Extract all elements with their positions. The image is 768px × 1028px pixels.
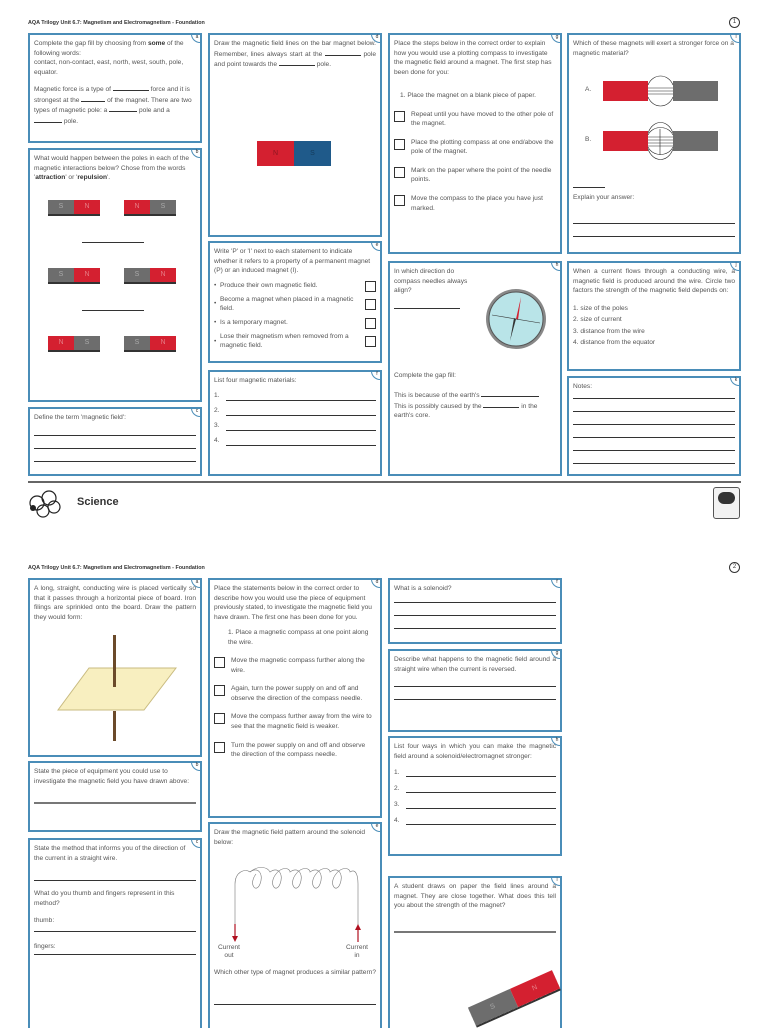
- question-text-2: Which other type of magnet produces a similar pattern?: [214, 969, 376, 976]
- question-a: [28, 578, 202, 757]
- bar-magnet-image: S N: [468, 970, 560, 1026]
- question-c: [28, 838, 202, 1028]
- gap-fill-text: Magnetic force is a type of force and it is strongest at the of the magnet. There are two types of magnetic pole: a pole and a pole.: [34, 86, 192, 125]
- question-text: Which of these magnets will exert a stronger force on a magnetic material?: [573, 40, 734, 57]
- bar-magnet: [48, 268, 100, 282]
- first-step: 1. Place the magnet on a blank piece of paper.: [400, 92, 536, 100]
- magnet-pole: N: [74, 268, 100, 282]
- step-item: [214, 656, 376, 675]
- fingers-answer-line[interactable]: [34, 951, 196, 955]
- answer-checkbox[interactable]: [365, 299, 376, 310]
- question-j: [567, 261, 741, 371]
- page-number: 1: [729, 17, 740, 28]
- magnet-pole: N: [74, 200, 100, 214]
- numbered-answer: [214, 401, 376, 416]
- statement-text: Lose their magnetism when removed from a magnetic field.: [220, 332, 349, 350]
- magnet-pole: S: [124, 268, 150, 282]
- item-number: 1.: [214, 392, 220, 399]
- statement-text: Produce their own magnetic field.: [220, 281, 318, 289]
- question-i: [567, 33, 741, 254]
- wire-board-image: [54, 635, 184, 745]
- numbered-answer: [214, 431, 376, 446]
- answer-line[interactable]: [406, 808, 557, 809]
- notes-line[interactable]: [573, 399, 735, 412]
- answer-line[interactable]: [394, 603, 556, 616]
- option-a-label: A.: [585, 86, 592, 93]
- question-c: [28, 407, 202, 476]
- step-text: Turn the power supply on and off and observe the direction of the compass needle.: [231, 741, 366, 759]
- item-number: 3.: [394, 800, 400, 808]
- answer-line[interactable]: [573, 175, 605, 188]
- question-letter: b: [191, 148, 202, 158]
- step-item: [394, 110, 556, 129]
- question-letter: i: [551, 876, 562, 886]
- question-text: Write 'P' or 'I' next to each statement to indicate whether it refers to a property of a permanent magnet (P) or an induced magnet (I).: [214, 248, 371, 275]
- order-checkbox[interactable]: [394, 167, 405, 178]
- thumb-answer-line[interactable]: [34, 926, 196, 932]
- question-letter: a: [191, 33, 202, 43]
- order-checkbox[interactable]: [394, 139, 405, 150]
- answer-line[interactable]: [406, 792, 557, 793]
- answer-line[interactable]: [82, 242, 144, 243]
- magnet-pole: S: [124, 336, 150, 350]
- factor-option[interactable]: 3. distance from the wire: [573, 327, 645, 335]
- magnet-pole: S: [48, 268, 74, 282]
- numbered-answer: [214, 386, 376, 401]
- numbered-answer: [394, 762, 556, 777]
- question-letter: c: [191, 838, 202, 848]
- blank[interactable]: [109, 105, 137, 112]
- blank[interactable]: [34, 116, 62, 123]
- statement-item: • Produce their own magnetic field.: [214, 280, 376, 292]
- question-text: What would happen between the poles in each of the magnetic interactions below? Chose from the words 'attraction' or 'repulsion'.: [34, 155, 190, 182]
- step-item: [214, 741, 376, 760]
- step-item: [394, 138, 556, 157]
- answer-line[interactable]: [573, 224, 735, 237]
- page-header: AQA Trilogy Unit 6.7: Magnetism and Electromagnetism - Foundation: [28, 565, 205, 571]
- magnet-pole: N: [150, 268, 176, 282]
- fingers-label: fingers:: [34, 942, 56, 950]
- current-out-label: Current out: [218, 944, 240, 959]
- answer-line[interactable]: [573, 211, 735, 224]
- order-checkbox[interactable]: [214, 742, 225, 753]
- question-b: [28, 761, 202, 832]
- question-letter: j: [730, 261, 741, 271]
- question-text: Define the term 'magnetic field':: [34, 414, 126, 421]
- numbered-answer: [394, 794, 556, 809]
- explain-label: Explain your answer:: [573, 194, 635, 201]
- footer-divider: [28, 481, 741, 483]
- gap-fill-text: This is because of the earth's This is possibly caused by the in the earth's core.: [394, 392, 538, 420]
- step-text: Move the compass further away from the wire to see that the magnetic field is weaker.: [231, 713, 372, 731]
- question-k: [567, 376, 741, 476]
- question-i: [388, 876, 562, 1028]
- numbered-answer: [394, 810, 556, 825]
- question-text: Place the steps below in the correct order to explain how you would use a plotting compass to investigate the magnetic field around a magnet. The first step has been done for you:: [394, 40, 552, 76]
- magnets-b-image: [603, 119, 723, 163]
- question-b: [28, 148, 202, 402]
- answer-line[interactable]: [406, 776, 557, 777]
- option-b-label: B.: [585, 136, 592, 143]
- factor-option[interactable]: 1. size of the poles: [573, 304, 628, 312]
- answer-line[interactable]: [34, 786, 196, 804]
- notes-line[interactable]: [573, 386, 735, 399]
- blank[interactable]: [325, 49, 361, 56]
- question-text: When a current flows through a conducting wire, a magnetic field is produced around the wire. Circle two factors the strength of the magnetic field depends on:: [573, 268, 735, 295]
- answer-checkbox[interactable]: [365, 318, 376, 329]
- answer-line[interactable]: [226, 445, 377, 446]
- question-h: [388, 736, 562, 856]
- notes-line[interactable]: [573, 438, 735, 451]
- answer-line[interactable]: [406, 824, 557, 825]
- question-a: [28, 33, 202, 143]
- question-letter: h: [551, 261, 562, 271]
- order-checkbox[interactable]: [214, 713, 225, 724]
- statement-item: • Become a magnet when placed in a magnetic field.: [214, 295, 376, 314]
- question-text: Draw the magnetic field pattern around the solenoid below:: [214, 829, 366, 846]
- question-letter: d: [371, 33, 382, 43]
- question-g: [388, 649, 562, 732]
- answer-line[interactable]: [214, 992, 376, 1005]
- answer-line[interactable]: [394, 911, 556, 933]
- answer-line[interactable]: [394, 616, 556, 629]
- numbered-answer: [394, 778, 556, 793]
- blank[interactable]: [481, 390, 539, 397]
- question-text: Place the statements below in the correct order to describe how you would use the piece of equipment previously stated, to investigate the magnetic field you have drawn. The first one has been done for you.: [214, 585, 372, 621]
- question-text: Complete the gap fill by choosing from some of the following words: contact, non-contact, east, north, west, south, pole, equator.: [34, 40, 184, 76]
- answer-line[interactable]: [34, 449, 196, 462]
- question-text: Describe what happens to the magnetic field around a straight wire when the current is reversed.: [394, 656, 556, 673]
- step-text: Move the magnetic compass further along the wire.: [231, 657, 365, 674]
- blank[interactable]: [113, 84, 149, 91]
- first-step: 1. Place a magnetic compass at one point along the wire.: [228, 629, 369, 646]
- statement-text: Is a temporary magnet.: [220, 318, 288, 326]
- step-text: Place the plotting compass at one end/above the pole of the magnet.: [411, 138, 554, 156]
- notes-label: Notes:: [573, 383, 593, 390]
- magnet-pole: N: [48, 336, 74, 350]
- item-number: 1.: [394, 768, 400, 776]
- footer-subject: Science: [77, 496, 119, 508]
- magnet-pole: N: [150, 336, 176, 350]
- question-letter: f: [371, 370, 382, 380]
- question-f: [208, 370, 382, 476]
- order-checkbox[interactable]: [214, 657, 225, 668]
- thumb-label: thumb:: [34, 917, 55, 925]
- question-letter: d: [371, 578, 382, 588]
- notes-line[interactable]: [573, 425, 735, 438]
- notes-line[interactable]: [573, 412, 735, 425]
- solenoid-image: [220, 864, 370, 954]
- question-text: A student draws on paper the field lines around a magnet. They are close together. What does this tell you about the strength of the magnet?: [394, 883, 556, 910]
- answer-line[interactable]: [226, 430, 377, 431]
- answer-line[interactable]: [226, 400, 377, 401]
- item-number: 4.: [214, 437, 220, 444]
- answer-checkbox[interactable]: [365, 336, 376, 347]
- question-letter: f: [551, 578, 562, 588]
- bar-magnet: [124, 268, 176, 282]
- item-number: 4.: [394, 816, 400, 824]
- question-e: [208, 822, 382, 1028]
- magnet-pole: N: [124, 200, 150, 214]
- answer-line[interactable]: [226, 415, 377, 416]
- question-text: List four ways in which you can make the magnetic field around a solenoid/electromagnet stronger:: [394, 743, 556, 760]
- question-h: [388, 261, 562, 476]
- statement-item: • Is a temporary magnet.: [214, 317, 376, 329]
- answer-line[interactable]: [34, 423, 196, 436]
- question-text-2: What do you thumb and fingers represent in this method?: [34, 890, 175, 907]
- order-checkbox[interactable]: [394, 111, 405, 122]
- question-text: State the method that informs you of the direction of the current in a straight wire.: [34, 845, 186, 862]
- blank[interactable]: [81, 95, 105, 102]
- gap-fill-heading: Complete the gap fill:: [394, 371, 456, 379]
- question-letter: e: [371, 241, 382, 251]
- question-d: [208, 578, 382, 818]
- question-letter: h: [551, 736, 562, 746]
- question-text: What is a solenoid?: [394, 585, 452, 592]
- question-d: [208, 33, 382, 237]
- step-text: Repeat until you have moved to the other pole of the magnet.: [411, 110, 554, 128]
- order-checkbox[interactable]: [214, 685, 225, 696]
- question-letter: b: [191, 761, 202, 771]
- step-item: [394, 166, 556, 185]
- statement-item: • Lose their magnetism when removed from a magnetic field.: [214, 332, 376, 351]
- question-text: A long, straight, conducting wire is placed vertically so that it passes through a horizontal piece of board. Iron filings are sprinkled onto the board. Draw the pattern they would form:: [34, 585, 196, 621]
- question-letter: c: [191, 407, 202, 417]
- quality-badge-icon: [713, 487, 740, 519]
- current-in-label: Current in: [346, 944, 368, 959]
- item-number: 2.: [394, 784, 400, 792]
- blank[interactable]: [483, 401, 519, 408]
- question-letter: g: [551, 33, 562, 43]
- question-letter: k: [730, 376, 741, 386]
- question-letter: a: [191, 578, 202, 588]
- bar-magnet: [124, 336, 176, 350]
- numbered-answer: [214, 416, 376, 431]
- step-item: [214, 712, 376, 731]
- question-g: [388, 33, 562, 254]
- answer-line[interactable]: [394, 674, 556, 687]
- question-f: [388, 578, 562, 644]
- question-e: [208, 241, 382, 363]
- question-text: State the piece of equipment you could use to investigate the magnetic field you have drawn above:: [34, 768, 190, 785]
- factor-option[interactable]: 4. distance from the equator: [573, 339, 656, 347]
- magnet-pole: S: [150, 200, 176, 214]
- magnet-pole: S: [48, 200, 74, 214]
- magnets-a-image: [603, 73, 723, 108]
- answer-line[interactable]: [394, 687, 556, 700]
- item-number: 3.: [214, 422, 220, 429]
- bar-magnet: [48, 200, 100, 214]
- answer-checkbox[interactable]: [365, 281, 376, 292]
- step-text: Move the compass to the place you have just marked.: [411, 195, 543, 212]
- notes-line[interactable]: [573, 451, 735, 464]
- item-number: 2.: [214, 407, 220, 414]
- question-text: Draw the magnetic field lines on the bar magnet below. Remember, lines always start at the pole and point towards the pole.: [214, 40, 376, 69]
- step-text: Again, turn the power supply on and off and observe the direction of the compass needle.: [231, 685, 363, 702]
- step-item: [394, 194, 556, 213]
- order-checkbox[interactable]: [394, 195, 405, 206]
- blank[interactable]: [279, 59, 315, 66]
- question-letter: e: [371, 822, 382, 832]
- statement-text: Become a magnet when placed in a magnetic field.: [220, 295, 354, 313]
- answer-line[interactable]: [82, 310, 144, 311]
- question-letter: i: [730, 33, 741, 43]
- question-text: List four magnetic materials:: [214, 377, 297, 384]
- answer-line[interactable]: [394, 296, 460, 309]
- page-header: AQA Trilogy Unit 6.7: Magnetism and Electromagnetism - Foundation: [28, 20, 205, 26]
- bar-magnet: [48, 336, 100, 350]
- factor-option[interactable]: 2. size of current: [573, 316, 622, 324]
- bar-magnet: N S: [257, 141, 331, 166]
- bar-magnet: [124, 200, 176, 214]
- question-text: In which direction do compass needles always align?: [394, 268, 468, 295]
- compass-image: [484, 287, 548, 351]
- step-item: [214, 684, 376, 703]
- page-number: 2: [729, 562, 740, 573]
- question-letter: g: [551, 649, 562, 659]
- magnet-pole: S: [74, 336, 100, 350]
- answer-line[interactable]: [34, 863, 196, 881]
- step-text: Mark on the paper where the point of the needle points.: [411, 166, 552, 184]
- answer-line[interactable]: [34, 436, 196, 449]
- science-logo-icon: [27, 488, 65, 518]
